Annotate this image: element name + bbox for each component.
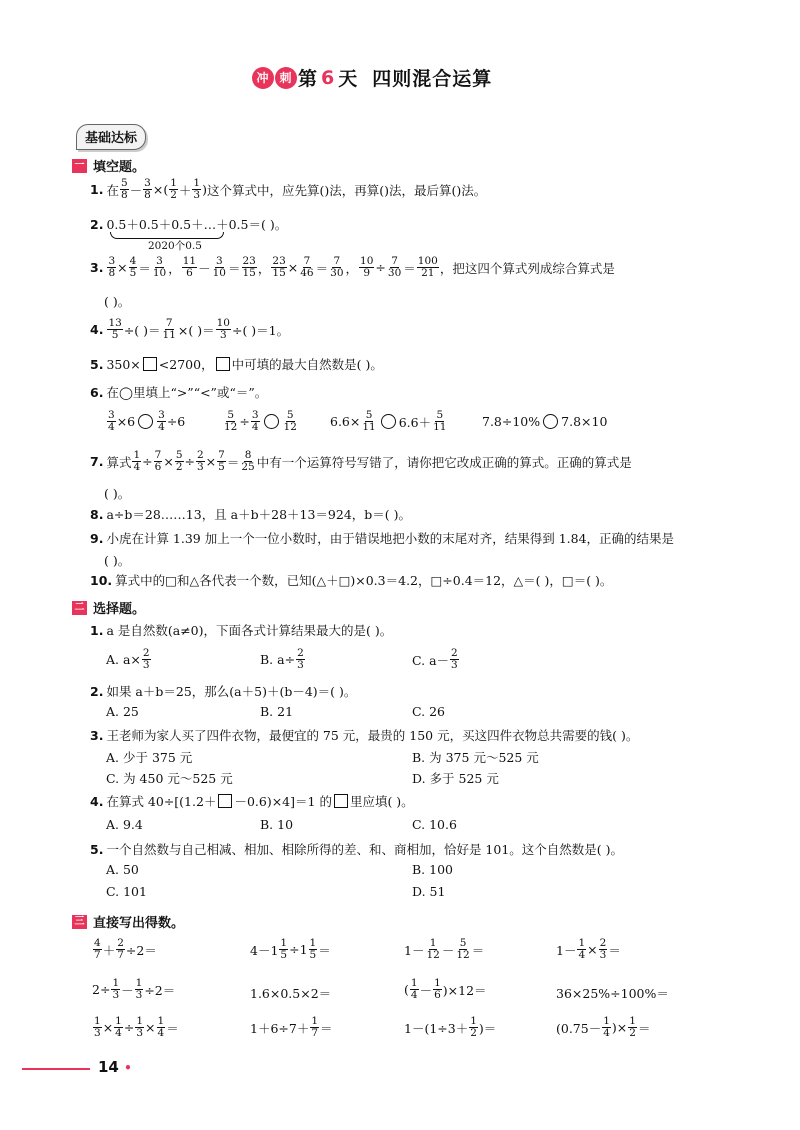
footer-accent-line [22,1068,90,1070]
choice-q5-option-d: D. 51 [412,884,446,899]
blank-square [216,357,230,371]
calc-r2c4: 36×25%÷100%＝ [556,986,669,1001]
fill-q8: 8. a÷b＝28……13，且 a＋b＋28＋13＝924，b＝( )。 [90,506,412,522]
page-number: 14 • [98,1058,132,1076]
fill-q6-compare-3: 6.6× $\frac{5}{11}$ 6.6＋ $\frac{5}{11}$ [330,409,447,433]
fill-q1: 1. 在 $\frac{5}{8}$ － $\frac{3}{8}$ ×( $\frac{1}{2}$ ＋ $\frac{1}{3}$ ) 这个算式中，应先算( )法，再算( )法，最后算( )法。 [90,177,487,201]
fill-q3: 3. $\frac{3}{8}$ × $\frac{4}{5}$ ＝ $\frac{3}{10}$ ， $\frac{11}{6}$ － $\frac{3}{10}$ ＝ $\frac{23}{15}$ ， $\frac{23}{15}$ × $\frac{7}{46}$ ＝ $\frac{7}{30}$ ， $\frac{10}{9}$ ÷ $\frac{7}{30}$ ＝ $\frac{100}{21}$ ，把这四个算式列成综合算式是 [90,255,615,279]
section-title-2: 选择题。 [93,602,146,617]
fill-q6-compare-4: 7.8÷10% 7.8×10 [482,414,608,429]
chongci-badge-2: 刺 [275,67,297,89]
choice-q3: 3. 王老师为家人买了四件衣物，最便宜的 75 元，最贵的 150 元，买这四件衣物总共需要的钱( )。 [90,727,639,743]
section-number-1: 一 [72,159,87,173]
fill-q6-compare-1: $\frac{3}{4}$ ×6 $\frac{3}{4}$ ÷6 [108,409,186,433]
section-direct-answers [72,912,184,931]
choice-q2-option-c: C. 26 [412,704,445,719]
calc-r1c1: $\frac{4}{7}$ ＋ $\frac{2}{7}$ ÷2＝ [94,937,157,961]
section-choice [72,598,145,617]
choice-q3-option-a: A. 少于 375 元 [106,750,193,765]
calc-r3c4: (0.75－ $\frac{1}{4}$ )× $\frac{1}{2}$ ＝ [556,1015,651,1039]
fill-q4: 4. $\frac{13}{5}$ ÷( )＝ $\frac{7}{11}$ ×( )＝ $\frac{10}{3}$ ÷( )＝1。 [90,317,290,341]
fill-q5: 5. 350× <2700， 中可填的最大自然数是( )。 [90,356,383,372]
fill-q7: 7. 算式 $\frac{1}{4}$ ÷ $\frac{7}{6}$ × $\frac{5}{2}$ ÷ $\frac{2}{3}$ × $\frac{7}{5}$ ＝ $\frac{8}{25}$ 中有一个运算符号写错了，请你把它改成正确的算式。正确的算式是 [90,449,632,473]
calc-r3c2: 1＋6÷7＋ $\frac{1}{7}$ ＝ [250,1015,333,1039]
underbrace-label: 2020个0.5 [148,240,202,252]
calc-r3c3: 1－(1÷3＋ $\frac{1}{2}$ )＝ [404,1015,497,1039]
choice-q3-option-c: C. 为 450 元～525 元 [106,771,233,786]
choice-q5-option-a: A. 50 [106,862,139,877]
calc-r2c2: 1.6×0.5×2＝ [250,986,332,1001]
chongci-badge-1: 冲 [252,67,274,89]
calc-r2c3: ( $\frac{1}{4}$ － $\frac{1}{6}$ )×12＝ [404,977,487,1001]
page-title [252,64,492,91]
topic-title: 四则混合运算 [372,68,493,90]
choice-q1-option-b: B. a÷ $\frac{2}{3}$ [260,647,304,671]
section-fill-blank [72,156,145,175]
fill-q3-answer-line: ( )。 [104,294,131,309]
day-prefix: 第 [298,68,319,90]
choice-q4-option-c: C. 10.6 [412,817,457,832]
blank-square [334,794,348,808]
basic-level-tag: 基础达标 [76,124,146,150]
fill-q6-compare-2: $\frac{5}{12}$ ÷ $\frac{3}{4}$ $\frac{5}{12}$ [224,409,297,433]
section-number-3: 三 [72,915,87,929]
fill-q7-answer-line: ( )。 [104,486,131,501]
choice-q4-option-b: B. 10 [260,817,294,832]
day-number: 6 [321,66,336,89]
choice-q4: 4. 在算式 40÷[(1.2＋ －0.6)×4]＝1 的 里应填( )。 [90,793,414,809]
section-title-1: 填空题。 [93,160,146,175]
calc-r3c1: $\frac{1}{3}$ × $\frac{1}{4}$ ÷ $\frac{1}{3}$ × $\frac{1}{4}$ ＝ [94,1015,179,1039]
calc-r1c3: 1－ $\frac{1}{12}$ － $\frac{5}{12}$ ＝ [404,937,485,961]
choice-q5: 5. 一个自然数与自己相减、相加、相除所得的差、和、商相加，恰好是 101。这个自然数是( )。 [90,841,624,857]
fill-q6: 6. 在◯里填上“>”“<”或“＝”。 [90,384,268,400]
choice-q4-option-a: A. 9.4 [106,817,143,832]
calc-r1c4: 1－ $\frac{1}{4}$ × $\frac{2}{3}$ ＝ [556,937,621,961]
choice-q1: 1. a 是自然数(a≠0)，下面各式计算结果最大的是( )。 [90,622,393,638]
choice-q3-option-d: D. 多于 525 元 [412,771,499,786]
choice-q5-option-c: C. 101 [106,884,147,899]
fill-q2: 2. 0.5＋0.5＋0.5＋…＋0.5＝( )。 [90,216,288,232]
choice-q1-option-c: C. a－ $\frac{2}{3}$ [412,647,458,671]
choice-q2: 2. 如果 a＋b＝25，那么(a＋5)＋(b－4)＝( )。 [90,683,357,699]
calc-r2c1: 2÷ $\frac{1}{3}$ － $\frac{1}{3}$ ÷2＝ [92,977,176,1001]
blank-square [143,357,157,371]
choice-q1-option-a: A. a× $\frac{2}{3}$ [106,647,150,671]
day-suffix: 天 [338,68,359,90]
section-title-3: 直接写出得数。 [93,916,185,931]
section-number-2: 二 [72,601,87,615]
fill-q9: 9. 小虎在计算 1.39 加上一个一位小数时，由于错误地把小数的末尾对齐，结果得到 1.84，正确的结果是 [90,530,675,546]
choice-q3-option-b: B. 为 375 元～525 元 [412,750,539,765]
blank-square [218,794,232,808]
choice-q5-option-b: B. 100 [412,862,453,877]
fill-q9-answer-line: ( )。 [104,553,131,568]
choice-q2-option-a: A. 25 [106,704,139,719]
choice-q2-option-b: B. 21 [260,704,294,719]
fill-q10: 10. 算式中的□和△各代表一个数，已知(△＋□)×0.3＝4.2，□÷0.4＝12，△＝( )，□＝( )。 [90,572,613,588]
calc-r1c2: 4－1 $\frac{1}{5}$ ÷1 $\frac{1}{5}$ ＝ [250,937,331,961]
